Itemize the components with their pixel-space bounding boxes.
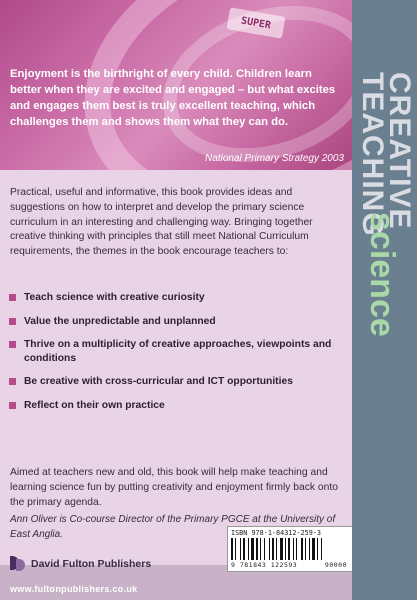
ean-number: 9 781843 122593 bbox=[231, 561, 298, 569]
barcode-bar bbox=[317, 538, 318, 560]
spine-title-line1: CREATIVE bbox=[383, 72, 416, 230]
theme-list bbox=[8, 291, 340, 422]
barcode-bar bbox=[280, 538, 283, 560]
list-item bbox=[8, 338, 340, 365]
barcode-bar bbox=[305, 538, 306, 560]
bullet-square-icon bbox=[9, 402, 16, 409]
barcode-bar bbox=[312, 538, 315, 560]
barcode-bar bbox=[243, 538, 245, 560]
barcode-bars bbox=[231, 538, 347, 560]
list-item-text: Be creative with cross-curricular and ICT opportunities bbox=[24, 376, 293, 387]
publisher-url: www.fultonpublishers.co.uk bbox=[10, 584, 138, 594]
bullet-square-icon bbox=[9, 294, 16, 301]
list-item-text: Value the unpredictable and unplanned bbox=[24, 315, 216, 327]
bullet-square-icon bbox=[9, 318, 16, 325]
author-bio: Ann Oliver is Co-course Director of the Primary PGCE at the University of East Anglia. bbox=[10, 514, 336, 540]
barcode-bar bbox=[321, 538, 322, 560]
intro-paragraph: Practical, useful and informative, this book provides ideas and suggestions on how to interpret and develop the primary science curriculum in an interesting and challenging way. Bringing together creative thinking with principles that still meet National Curriculum requirements, the themes in the book encourage teachers to: bbox=[10, 187, 313, 258]
price-code: 90000 bbox=[324, 561, 347, 569]
barcode-bar bbox=[248, 538, 249, 560]
barcode-bar bbox=[256, 538, 258, 560]
barcode-number bbox=[231, 561, 347, 569]
barcode-bar bbox=[260, 538, 261, 560]
list-item-text: Thrive on a multiplicity of creative approaches, viewpoints and conditions bbox=[24, 339, 332, 364]
barcode-bar bbox=[231, 538, 233, 560]
quote-source: National Primary Strategy 2003 bbox=[205, 153, 344, 164]
barcode-bar bbox=[301, 538, 303, 560]
list-item-text: Teach science with creative curiosity bbox=[24, 292, 205, 303]
quote-text: Enjoyment is the birthright of every child. Children learn better when they are excited and engaged – but what excites and engages them best is truly excellent teaching, which challenges them and shows them what they can do. bbox=[10, 68, 336, 128]
barcode-bar bbox=[240, 538, 241, 560]
barcode-bar bbox=[293, 538, 294, 560]
barcode-bar bbox=[296, 538, 297, 560]
publisher-logo-icon bbox=[10, 556, 26, 572]
barcode-bar bbox=[309, 538, 310, 560]
list-item bbox=[8, 399, 340, 413]
publisher-name: David Fulton Publishers bbox=[31, 558, 152, 570]
bullet-square-icon bbox=[9, 378, 16, 385]
spine-title bbox=[352, 0, 417, 600]
list-item bbox=[8, 375, 340, 389]
barcode-bar bbox=[269, 538, 270, 560]
car-label: SUPER bbox=[227, 7, 286, 38]
barcode-bar bbox=[251, 538, 254, 560]
audience-paragraph: Aimed at teachers new and old, this book will help make teaching and learning science fun by putting creativity and enjoyment firmly back onto the primary agenda. bbox=[10, 467, 338, 508]
bullet-square-icon bbox=[9, 341, 16, 348]
barcode-bar bbox=[285, 538, 286, 560]
spine-subject: science bbox=[363, 212, 401, 337]
isbn-text bbox=[231, 529, 321, 537]
book-spine bbox=[352, 0, 417, 600]
spine-title-line2: TEACHING bbox=[356, 72, 389, 237]
barcode-bar bbox=[272, 538, 274, 560]
list-item-text: Reflect on their own practice bbox=[24, 399, 165, 411]
barcode-bar bbox=[264, 538, 265, 560]
list-item bbox=[8, 291, 340, 305]
list-item bbox=[8, 315, 340, 329]
barcode-bar bbox=[288, 538, 290, 560]
isbn-number: ISBN 978-1-84312-259-3 bbox=[231, 529, 322, 537]
barcode-bar bbox=[276, 538, 277, 560]
barcode-bar bbox=[235, 538, 236, 560]
publisher-block bbox=[10, 556, 151, 572]
